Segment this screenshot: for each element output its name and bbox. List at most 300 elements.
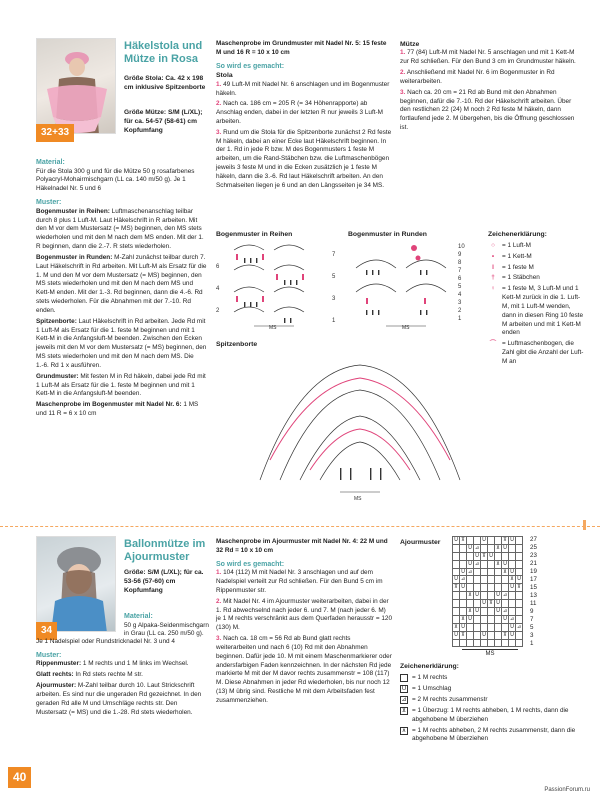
grid-cell: U [496,592,500,599]
grid-cell [474,631,481,639]
grid-cell [467,639,474,646]
runden-row-6: 6 [458,276,462,282]
row-label: 21 [530,560,537,567]
row-label: 23 [530,552,537,559]
step-text: Rund um die Stola für die Spitzenborte zunächst 2 Rd feste M häkeln, dabei an einer Ecke laut Häkelschrift beginnen. In der 1. Rd in jede R bzw. M des Bogenmusters 1 feste M arbeiten, um die Rand-Stäbchen bzw. die Luftmaschenbögen jeweils 3 feste M und in die Ecken zusätzlich je 1 feste M häkeln, dann die 3.-6. Rd laut Häkelschrift arbeiten. An den Schmalseiten liegen je 6 und an den Längsseiten je 34 MS. [216,128,392,189]
grid-cell: ⊻ [461,615,465,622]
muster-paragraph [36,682,208,717]
chart-runden-title: Bogenmuster in Runden [348,231,427,238]
step-text: Nach ca. 186 cm = 205 R (= 34 Höhenrapporte) ab Anschlag enden, dabei in der letzten R nur jeweils 3 Luft-M arbeiten. [216,100,383,125]
pattern-badge: 32+33 [36,124,74,142]
grid-cell [516,639,523,646]
step-paragraph [216,569,392,595]
reihen-row-4: 4 [216,286,220,292]
grid-cell: U [468,544,472,551]
grid-cell [516,631,523,639]
grid-cell [488,537,495,545]
grid-cell [495,552,502,560]
legend-symbol: • [491,252,495,260]
row-label: 11 [530,600,537,607]
legend-item [400,685,580,694]
grid-cell [460,639,467,646]
grid-cell [516,600,523,608]
grid-cell [460,592,467,600]
stola-photo [36,38,116,134]
legend-text: = 1 Luft-M [502,242,531,249]
material-text: Für die Stola 300 g und für die Mütze 50 g rosafarbenes Polyacryl-Mohairmischgarn (LL ca. 140 m/50 g). Je 1 Häkelnadel Nr. 5 und 6 [36,167,195,193]
grid-cell [495,623,502,631]
grid-row [453,568,523,576]
grid-cell [509,639,516,646]
grid-cell: ⊼ [461,631,465,638]
grid-cell: ⊻ [510,576,514,583]
grid-row [453,544,523,552]
muster-heading: Muster: [36,199,62,207]
pattern-badge-bottom: 34 [36,622,57,640]
top-right-column [400,40,580,135]
grid-cell [488,608,495,616]
grid-cell [481,584,488,592]
grid-cell [474,615,481,623]
grid-cell: U [454,537,458,543]
muetze-size: Größe Mütze: S/M (L/XL); für ca. 54-57 (58-61) cm Kopfumfang [124,109,203,135]
reihen-row-2: 2 [216,308,220,314]
grid-cell: U [503,560,507,567]
legend-symbol: ⊿ [401,697,407,704]
grid-cell [488,615,495,623]
legend-text: = 1 Überzug: 1 M rechts abheben, 1 M rechts, dann die abgehobene M überziehen [412,706,569,723]
grid-cell [467,623,474,631]
ajour-title: Ajourmuster [400,539,441,546]
legend-symbol: ♀ [490,285,496,293]
grid-cell: ⊻ [496,544,500,551]
grid-cell: ⊿ [502,592,508,599]
grid-cell [488,560,495,568]
grid-cell [495,639,502,646]
legend-item [488,242,584,251]
legend-symbol: U [401,686,407,693]
grid-cell [495,568,502,576]
grid-cell [488,568,495,576]
para-bold: Maschenprobe im Bogenmuster mit Nadel Nr. 6: [36,401,182,409]
row-label: 13 [530,592,537,599]
ballon-muster-heading: Muster: [36,651,62,659]
grid-cell: U [482,631,486,638]
grid-cell [516,537,523,545]
legend-symbol: ○ [491,242,495,249]
muetze-photo [36,536,116,632]
para-bold: Grundmuster: [36,372,79,380]
para-bold: Ajourmuster: [36,682,77,690]
grid-cell: ⊿ [516,623,522,630]
ajour-chart [452,536,523,658]
ballon-needles: Je 1 Nadelspiel oder Rundstricknadel Nr. 3 und 4 [36,638,175,645]
grid-cell: U [496,608,500,615]
muster-paragraph [36,254,208,316]
grid-cell: U [510,568,514,575]
grid-cell: U [454,631,458,638]
grid-cell [481,639,488,646]
reihen-row-3: 3 [332,296,336,302]
chart-runden-ms: MS [402,325,410,330]
row-label: 15 [530,584,537,591]
step-paragraph [400,69,580,87]
legend-text: = 1 M rechts abheben, 2 M rechts zusammenstr, dann die abgehobene M überziehen [412,726,576,743]
step-number: 2. [400,69,406,77]
step-number: 1. [216,569,222,577]
legend-item [400,674,580,683]
grid-cell [481,544,488,552]
grid-cell [481,576,488,584]
grid-cell [509,608,516,616]
grid-cell: ⊼ [517,584,521,591]
chart-reihen [214,240,344,330]
grid-row [453,552,523,560]
grid-row [453,592,523,600]
grid-cell: U [510,537,514,543]
grid-cell [467,600,474,608]
spitzen-title: Spitzenborte [216,341,258,348]
grid-cell: ⊿ [467,568,473,575]
grid-cell [467,631,474,639]
grid-cell [474,584,481,592]
grid-row [453,639,523,646]
para-text: M-Zahl zunächst teilbar durch 7. Laut Häkelschrift in Rd arbeiten. Mit Luft-M als Ersatz für die 1. M und den M vor dem Mustersatz (= MS) beginnen, den MS stets wiederholen und mit den M nach dem MS und Kett-M enden. Mit der 1.-3. Rd beginnen, dann die 4.-6. Rd stets wiederholen. Für die Abnahmen mit der 7.-10. Rd enden. [36,253,207,314]
legend-text: = Luftmaschenbogen, die Zahl gibt die Anzahl der Luft-M an [502,340,584,365]
runden-row-10: 10 [458,244,465,250]
step-text: 77 (84) Luft-M mit Nadel Nr. 5 anschlagen und mit 1 Kett-M zur Rd schließen. Für den Bund 3 cm im Grundmuster häkeln. [400,49,576,66]
legend-text: = 2 M rechts zusammenstr [412,696,488,704]
step-text: Anschließend mit Nadel Nr. 6 im Bogenmuster in Rd weiterarbeiten. [400,69,555,85]
ballon-probe: Maschenprobe im Ajourmuster mit Nadel Nr. 4: 22 M und 32 Rd = 10 x 10 cm [216,538,388,554]
para-bold: Rippenmuster: [36,660,82,668]
grid-cell [488,623,495,631]
runden-row-3: 3 [458,300,462,306]
grid-cell: ⊼ [503,537,507,543]
grid-cell: ⊻ [468,608,472,615]
grid-cell: ⊻ [454,623,458,630]
grid-cell [481,623,488,631]
grid-cell [453,552,460,560]
bottom-legend-title: Zeichenerklärung: [400,663,459,670]
grid-cell: U [475,592,479,599]
runden-row-9: 9 [458,252,462,258]
row-label: 19 [530,568,537,575]
step-number: 3. [216,635,222,643]
muster-paragraph [36,208,208,252]
legend-text: = 1 Stäbchen [502,274,540,282]
grid-row [453,584,523,592]
runden-row-8: 8 [458,260,462,266]
grid-cell [467,537,474,545]
grid-cell [481,615,488,623]
row-label: 17 [530,576,537,583]
grid-cell [509,600,516,608]
ballon-material: Material: 50 g Alpaka-Seidenmischgarn in Grau (LL ca. 250 m/50 g). [124,613,209,638]
grid-cell [481,568,488,576]
sidebar-accent [583,520,586,530]
para-text: 1 M rechts und 1 M links im Wechsel. [81,660,189,668]
legend-symbol: ⊻ [401,707,407,714]
row-label: 7 [530,616,534,623]
para-text: M-Zahl teilbar durch 10. Laut Strickschrift arbeiten. Es sind nur die ungeraden Rd gezeichnet. In den geraden Rd alle M und Umschläge rechts str. Den Mustersatz (= MS) und die 1.-28. Rd stets wiederholen. [36,682,202,716]
legend-item [400,707,580,725]
step-number: 3. [400,88,406,96]
grid-cell: U [510,631,514,638]
step-text: Mit Nadel Nr. 4 im Ajourmuster weiterarbeiten, dabei in der 1. Rd abwechselnd nach jeder 6. und 7. M (nach jeder 6. M) je 1 M rechts verschränkt aus dem Querfaden herausstr = 120 (130) M. [216,597,393,632]
step-paragraph [216,81,392,99]
grid-cell: ⊻ [503,568,507,575]
grid-cell: U [475,608,479,615]
grid-cell [502,552,509,560]
legend-text: = 1 M rechts [412,674,448,682]
grid-row [453,560,523,568]
chart-reihen-title: Bogenmuster in Reihen [216,231,293,238]
grid-row [453,600,523,608]
runden-row-4: 4 [458,292,462,298]
material-heading: Material: [36,159,65,166]
para-bold: Bogenmuster in Runden: [36,253,113,261]
chart-reihen-ms: MS [269,325,277,330]
page-number: 40 [8,767,31,788]
muetze-heading: Mütze [400,41,420,48]
ballon-sowird: So wird es gemacht: [216,560,285,568]
grid-cell [467,552,474,560]
grid-cell: U [454,576,458,583]
legend-symbol: † [491,274,495,282]
reihen-row-1: 1 [332,318,336,324]
reihen-row-6: 6 [216,264,220,270]
bottom-legend [400,662,580,746]
muster-paragraph [36,660,208,669]
legend-item [488,285,584,338]
step-paragraph [400,89,580,133]
grid-cell [474,639,481,646]
legend-symbol: ⌒ [489,340,497,348]
runden-row-2: 2 [458,308,462,314]
grid-cell [488,544,495,552]
reihen-row-7: 7 [332,252,336,258]
grid-cell [453,568,460,576]
grid-cell [474,537,481,545]
muster-paragraph [36,401,208,419]
grid-cell [488,584,495,592]
runden-row-5: 5 [458,284,462,290]
grid-cell [488,592,495,600]
grid-cell: U [461,568,465,575]
stola-size: Größe Stola: Ca. 42 x 198 cm inklusive Spitzenborte [124,75,206,92]
grid-cell: ⊿ [474,560,480,567]
grid-cell: ⊼ [482,552,486,559]
grid-cell [516,544,523,552]
grid-cell [453,639,460,646]
grid-cell [502,576,509,584]
legend-item [488,274,584,283]
grid-cell: U [489,552,493,559]
grid-cell: U [503,544,507,551]
row-label: 9 [530,608,534,615]
grid-cell [509,544,516,552]
para-bold: Spitzenborte: [36,317,77,325]
grid-cell [453,608,460,616]
legend-symbol [400,674,408,682]
step-paragraph [400,49,580,67]
grid-cell [467,584,474,592]
grid-cell: ⊿ [509,615,515,622]
grid-cell [460,560,467,568]
grid-cell [516,615,523,623]
grid-cell [453,615,460,623]
legend-symbol: I [492,263,494,271]
probe-text: Maschenprobe im Grundmuster mit Nadel Nr. 5: 15 feste M und 16 R = 10 x 10 cm [216,40,387,56]
grid-cell [460,552,467,560]
legend-text: = 1 feste M [502,263,534,271]
muster-paragraph [36,373,208,399]
step-text: Nach ca. 18 cm = 56 Rd ab Bund glatt rechts weiterarbeiten und nach 6 (10) Rd mit den Abnahmen beginnen. Dafür jede 10. M mit einem Maschenmarkierer oder andersfarbigen Faden kennzeichnen. In der nächsten Rd jede markierte M mit der M davor rechts zusammenstr = 108 (117) M. Diese Abnahmen in jeder Rd wiederholen, bis nur noch 12 (13) M übrig sind. Restliche M mit dem Arbeitsfaden fest zusammenziehen. [216,635,392,704]
muster-paragraph [36,671,208,680]
stola-heading: Stola [216,72,233,80]
grid-cell [474,600,481,608]
legend-text: = 1 Umschlag [412,685,452,693]
grid-cell [460,600,467,608]
grid-cell [474,568,481,576]
grid-cell [453,592,460,600]
para-text: In Rd stets rechte M str. [73,671,143,679]
runden-row-1: 1 [458,316,462,322]
para-bold: Bogenmuster in Reihen: [36,207,110,215]
grid-cell [495,584,502,592]
legend-item [488,340,584,366]
grid-cell: ⊼ [503,631,507,638]
grid-cell: U [475,552,479,559]
legend-item [400,696,580,705]
legend-text: = 1 Kett-M [502,252,532,260]
grid-cell: ⊻ [468,592,472,599]
grid-row [453,615,523,623]
grid-cell: U [510,584,514,591]
grid-cell: U [482,537,486,543]
grid-cell [474,623,481,631]
grid-cell: ⊿ [502,608,508,615]
legend-title: Zeichenerklärung: [488,231,547,238]
para-text: Mit festen M in Rd häkeln, dabei jede Rd mit 1 Luft-M als Ersatz für die 1. feste M beginnen und mit 1 Kett-M in die Anfangsluft-M beenden. [36,372,206,398]
grid-cell: U [461,584,465,591]
grid-cell [453,544,460,552]
chart-runden [346,240,476,330]
grid-cell: ⊿ [460,576,466,583]
grid-cell [502,639,509,646]
grid-cell [509,560,516,568]
chart-spitzen-ms: MS [354,496,362,502]
grid-cell: U [517,576,521,583]
reihen-row-5: 5 [332,274,336,280]
grid-cell [481,592,488,600]
chart-spitzenborte [240,350,480,510]
legend-item [488,253,584,262]
grid-cell: ⊼ [461,537,465,543]
grid-cell [516,568,523,576]
grid-cell: U [510,623,514,630]
grid-cell: ⊻ [496,560,500,567]
bottom-left-column [36,638,208,719]
step-number: 1. [400,49,406,57]
para-text: 1 MS und 11 R = 6 x 10 cm [36,401,199,418]
grid-cell: U [503,615,507,622]
top-legend [488,242,584,369]
grid-cell [453,560,460,568]
para-bold: Glatt rechts: [36,671,74,679]
grid-cell: ⊼ [454,584,458,591]
grid-cell [502,623,509,631]
legend-item [400,727,580,745]
row-label: 1 [530,640,534,647]
grid-cell [495,631,502,639]
step-number: 2. [216,597,222,605]
step-number: 2. [216,100,222,108]
grid-cell: U [461,623,465,630]
muster-paragraph [36,318,208,371]
section-divider [0,526,600,527]
top-left-column [36,154,208,421]
grid-cell [481,560,488,568]
footer-watermark: PassionForum.ru [544,786,590,793]
grid-row [453,537,523,545]
grid-cell: U [496,600,500,607]
para-text: Luftmaschenanschlag teilbar durch 8 plus 1 Luft-M. Laut Häkelschrift in R arbeiten. Mit den M vor dem Mustersatz (= MS) beginnen, den MS stets wiederholen und mit den M nach dem MS enden. Mit der 1. R beginnen, dann die 2.-7. R stets wiederholen. [36,207,204,251]
legend-symbol: ⊼ [401,727,407,734]
step-text: 104 (112) M mit Nadel Nr. 3 anschlagen und auf dem Nadelspiel verteilt zur Rd schließen. Für den Bund 5 cm im Rippenmuster str. [216,569,383,594]
grid-cell: U [468,615,472,622]
row-label: 3 [530,632,534,639]
step-paragraph [216,598,392,633]
grid-cell [516,560,523,568]
grid-row [453,576,523,584]
grid-cell [509,552,516,560]
grid-cell [467,576,474,584]
runden-row-7: 7 [458,268,462,274]
grid-cell: ⊼ [489,600,493,607]
grid-cell [502,600,509,608]
grid-cell [516,608,523,616]
grid-cell [509,592,516,600]
step-paragraph [216,635,392,706]
grid-cell: U [482,600,486,607]
grid-cell [460,608,467,616]
row-label: 27 [530,536,537,543]
grid-cell [453,600,460,608]
ajour-ms: MS [462,649,518,658]
step-number: 3. [216,128,222,136]
top-middle-column [216,40,392,193]
grid-row [453,623,523,631]
step-number: 1. [216,80,222,88]
step-paragraph [216,100,392,126]
grid-cell [474,576,481,584]
ajour-row-labels [530,536,537,648]
grid-cell [488,631,495,639]
ballon-title: Ballonmütze im Ajourmuster [124,538,206,563]
sowird-heading: So wird es gemacht: [216,62,285,70]
grid-cell [516,552,523,560]
legend-item [488,264,584,273]
para-text: Laut Häkelschrift in Rd arbeiten. Jede Rd mit 1 Luft-M als Ersatz für die 1. feste M beginnen und mit 1 Kett-M in die Anfangsluft-M beenden. Zwischen den Ecken jeweils mit den M vor dem Mustersatz (= MS) beginnen, den MS stets wiederholen und mit den M nach dem MS. Die 1.-6. Rd 1 x ausführen. [36,317,207,369]
row-label: 25 [530,544,537,551]
step-paragraph [216,129,392,191]
grid-cell [481,608,488,616]
bottom-middle-column [216,538,392,708]
grid-cell [488,576,495,584]
grid-cell [516,592,523,600]
